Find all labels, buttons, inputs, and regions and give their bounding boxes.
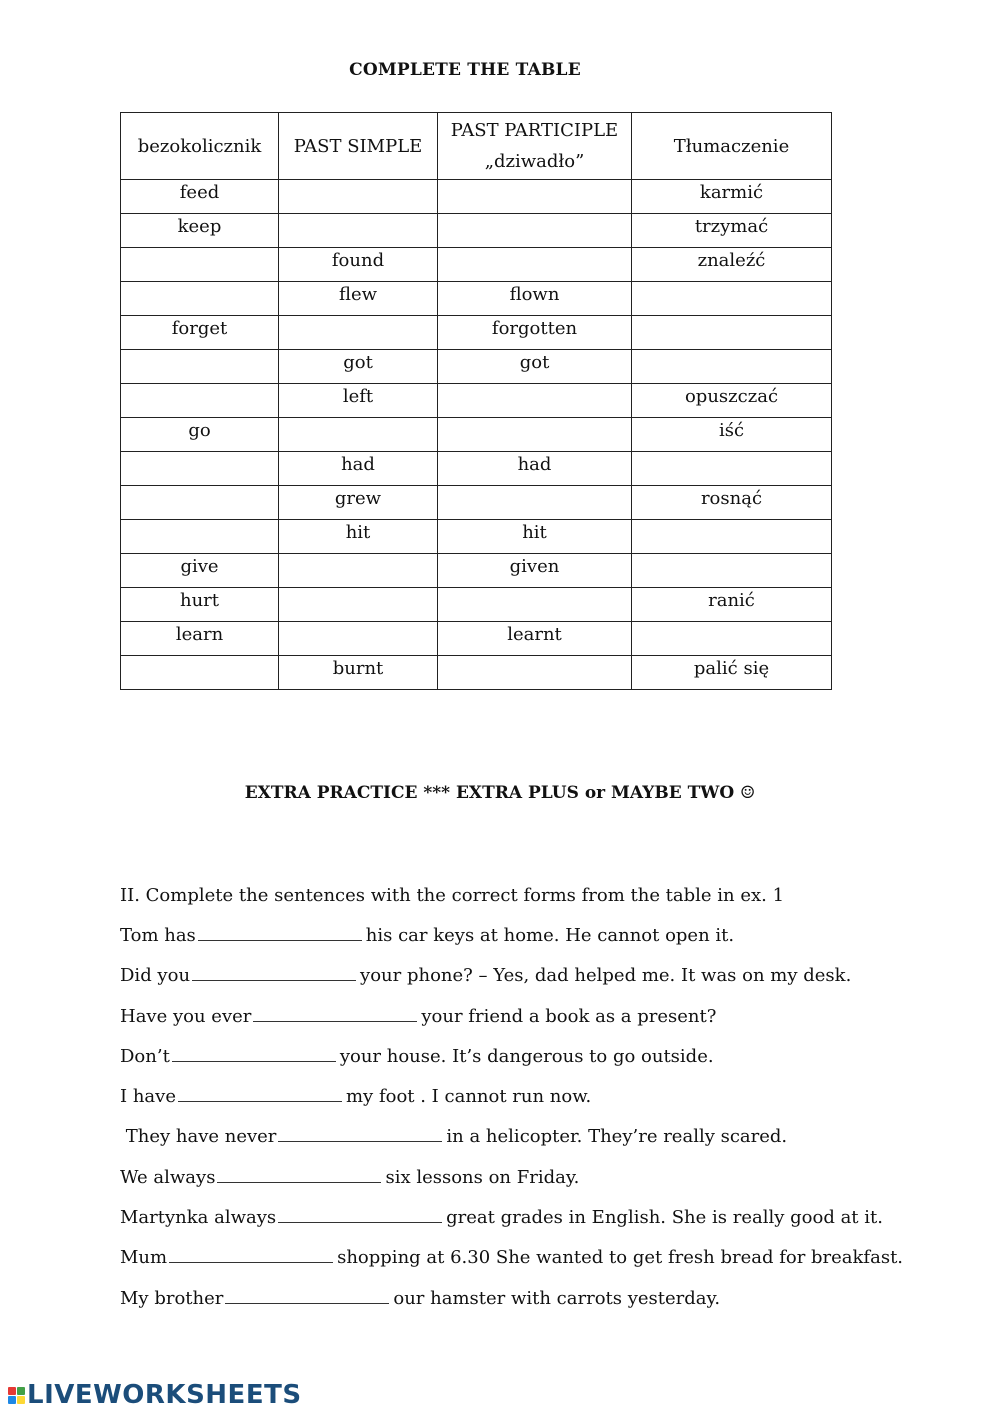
cell-past-simple: flew [279, 282, 438, 316]
logo-square-red [8, 1387, 16, 1395]
header-past-simple: PAST SIMPLE [279, 113, 438, 180]
answer-field[interactable] [636, 318, 827, 340]
sentence-item [120, 1046, 940, 1068]
cell-past-participle[interactable] [438, 588, 632, 622]
table-row [121, 248, 832, 282]
answer-blank[interactable] [217, 1168, 381, 1183]
table-row [121, 588, 832, 622]
exercise-section [120, 885, 940, 1328]
cell-past-simple: found [279, 248, 438, 282]
cell-past-participle[interactable] [438, 486, 632, 520]
sentence-item [120, 1086, 940, 1108]
table-row [121, 622, 832, 656]
sentence-item [120, 1167, 940, 1189]
cell-translation: opuszczać [632, 384, 832, 418]
answer-field[interactable] [442, 386, 627, 408]
answer-field[interactable] [125, 658, 274, 680]
answer-field[interactable] [283, 216, 433, 238]
table-row [121, 486, 832, 520]
cell-past-participle[interactable] [438, 180, 632, 214]
answer-field[interactable] [442, 216, 627, 238]
cell-infinitive[interactable] [121, 384, 279, 418]
answer-blank[interactable] [253, 1007, 417, 1022]
header-past-participle [438, 113, 632, 180]
brand-name: LIVEWORKSHEETS [27, 1380, 302, 1410]
sentence-start: Tom has [120, 925, 196, 946]
cell-translation[interactable] [632, 622, 832, 656]
answer-field[interactable] [125, 352, 274, 374]
logo-square-blue [8, 1396, 16, 1404]
cell-past-simple[interactable] [279, 588, 438, 622]
answer-field[interactable] [125, 284, 274, 306]
sentence-end: my foot . I cannot run now. [345, 1086, 592, 1108]
sentence-item [120, 1126, 940, 1148]
sentence-end: your phone? – Yes, dad helped me. It was on my desk. [360, 965, 852, 987]
logo-square-green [17, 1387, 25, 1395]
answer-field[interactable] [636, 284, 827, 306]
sentence-item [120, 1006, 940, 1028]
cell-past-participle: got [438, 350, 632, 384]
table-row [121, 384, 832, 418]
answer-blank[interactable] [172, 1047, 336, 1062]
answer-field[interactable] [283, 590, 433, 612]
footer-logo [8, 1380, 302, 1410]
table-row [121, 214, 832, 248]
exercise-instruction: II. Complete the sentences with the correct forms from the table in ex. 1 [120, 885, 785, 906]
sentence-start: Have you ever [120, 1005, 252, 1027]
cell-translation: karmić [632, 180, 832, 214]
verb-table [120, 112, 832, 690]
cell-past-simple: left [279, 384, 438, 418]
cell-past-simple: burnt [279, 656, 438, 690]
table-header-row [121, 113, 832, 180]
answer-field[interactable] [636, 522, 827, 544]
cell-translation: ranić [632, 588, 832, 622]
sentence-start: Did you [120, 965, 191, 987]
answer-field[interactable] [125, 522, 274, 544]
cell-past-simple: got [279, 350, 438, 384]
cell-past-participle: had [438, 452, 632, 486]
answer-blank[interactable] [169, 1248, 333, 1263]
sentence-start: I have [120, 1086, 176, 1108]
header-past-participle-label: PAST PARTICIPLE [450, 120, 619, 141]
answer-field[interactable] [283, 182, 433, 204]
cell-infinitive[interactable] [121, 248, 279, 282]
sentence-end: your house. It’s dangerous to go outside. [339, 1045, 714, 1067]
cell-past-participle[interactable] [438, 418, 632, 452]
cell-translation[interactable] [632, 554, 832, 588]
cell-past-participle: forgotten [438, 316, 632, 350]
cell-infinitive[interactable] [121, 656, 279, 690]
cell-past-simple[interactable] [279, 418, 438, 452]
sentence-end: great grades in English. She is really good at it. [446, 1207, 883, 1229]
cell-infinitive: give [121, 554, 279, 588]
sentence-end: six lessons on Friday. [385, 1166, 580, 1188]
header-translation: Tłumaczenie [632, 113, 832, 180]
sentence-start: My brother [120, 1287, 224, 1309]
cell-infinitive: forget [121, 316, 279, 350]
answer-field[interactable] [636, 352, 827, 374]
cell-translation: palić się [632, 656, 832, 690]
cell-infinitive[interactable] [121, 452, 279, 486]
table-row [121, 554, 832, 588]
table-row [121, 350, 832, 384]
answer-field[interactable] [125, 250, 274, 272]
answer-field[interactable] [442, 488, 627, 510]
cell-past-simple[interactable] [279, 316, 438, 350]
cell-past-participle: hit [438, 520, 632, 554]
cell-translation: znaleźć [632, 248, 832, 282]
cell-infinitive: keep [121, 214, 279, 248]
answer-blank[interactable] [198, 926, 362, 941]
cell-past-simple: had [279, 452, 438, 486]
cell-translation: iść [632, 418, 832, 452]
answer-field[interactable] [442, 420, 627, 442]
cell-translation[interactable] [632, 282, 832, 316]
answer-field[interactable] [283, 420, 433, 442]
table-row [121, 316, 832, 350]
answer-field[interactable] [636, 454, 827, 476]
cell-past-participle[interactable] [438, 656, 632, 690]
extra-practice-heading: EXTRA PRACTICE *** EXTRA PLUS or MAYBE TWO ☺ [244, 783, 756, 803]
answer-field[interactable] [442, 182, 627, 204]
cell-infinitive[interactable] [121, 520, 279, 554]
cell-infinitive[interactable] [121, 282, 279, 316]
cell-translation[interactable] [632, 350, 832, 384]
answer-field[interactable] [636, 556, 827, 578]
sentence-start: They have never [120, 1126, 277, 1148]
cell-infinitive: learn [121, 622, 279, 656]
cell-past-simple: hit [279, 520, 438, 554]
liveworksheets-logo-icon [8, 1387, 25, 1404]
sentence-item [120, 1288, 940, 1310]
cell-past-participle: given [438, 554, 632, 588]
cell-past-simple[interactable] [279, 180, 438, 214]
table-row [121, 520, 832, 554]
sentence-item [120, 1247, 940, 1269]
table-row [121, 656, 832, 690]
sentence-start: Don’t [120, 1045, 170, 1067]
answer-field[interactable] [125, 488, 274, 510]
answer-field[interactable] [125, 454, 274, 476]
answer-field[interactable] [442, 658, 627, 680]
sentence-end: your friend a book as a present? [421, 1005, 717, 1027]
sentence-start: We always [120, 1166, 216, 1188]
cell-translation: trzymać [632, 214, 832, 248]
answer-blank[interactable] [225, 1289, 389, 1304]
cell-infinitive[interactable] [121, 350, 279, 384]
answer-field[interactable] [125, 386, 274, 408]
cell-translation: rosnąć [632, 486, 832, 520]
answer-field[interactable] [283, 556, 433, 578]
cell-past-participle: learnt [438, 622, 632, 656]
cell-past-simple[interactable] [279, 214, 438, 248]
cell-past-simple[interactable] [279, 622, 438, 656]
sentence-start: Mum [120, 1247, 168, 1269]
cell-infinitive: go [121, 418, 279, 452]
answer-blank[interactable] [278, 1208, 442, 1223]
sentence-end: his car keys at home. He cannot open it. [365, 925, 735, 946]
table-row [121, 418, 832, 452]
answer-field[interactable] [442, 250, 627, 272]
cell-past-participle[interactable] [438, 384, 632, 418]
answer-blank[interactable] [278, 1127, 442, 1142]
cell-past-simple: grew [279, 486, 438, 520]
header-infinitive: bezokolicznik [121, 113, 279, 180]
answer-blank[interactable] [178, 1087, 342, 1102]
header-past-participle-note: „dziwadło” [484, 151, 585, 172]
cell-translation[interactable] [632, 520, 832, 554]
table-row [121, 282, 832, 316]
logo-square-yellow [17, 1396, 25, 1404]
cell-translation[interactable] [632, 316, 832, 350]
answer-field[interactable] [442, 590, 627, 612]
page-title: COMPLETE THE TABLE [349, 60, 581, 80]
cell-past-participle[interactable] [438, 214, 632, 248]
sentence-end: in a helicopter. They’re really scared. [446, 1126, 788, 1148]
cell-infinitive: feed [121, 180, 279, 214]
answer-blank[interactable] [192, 966, 356, 981]
answer-field[interactable] [283, 318, 433, 340]
sentence-end: our hamster with carrots yesterday. [393, 1287, 721, 1309]
cell-past-simple[interactable] [279, 554, 438, 588]
answer-field[interactable] [636, 624, 827, 646]
sentence-end: shopping at 6.30 She wanted to get fresh bread for breakfast. [337, 1247, 904, 1269]
cell-translation[interactable] [632, 452, 832, 486]
sentence-item [120, 925, 940, 947]
table-row [121, 180, 832, 214]
sentence-item [120, 965, 940, 987]
cell-past-participle[interactable] [438, 248, 632, 282]
sentence-item [120, 1207, 940, 1229]
cell-infinitive[interactable] [121, 486, 279, 520]
cell-infinitive: hurt [121, 588, 279, 622]
sentence-start: Martynka always [120, 1207, 277, 1229]
table-row [121, 452, 832, 486]
cell-past-participle: flown [438, 282, 632, 316]
answer-field[interactable] [283, 624, 433, 646]
